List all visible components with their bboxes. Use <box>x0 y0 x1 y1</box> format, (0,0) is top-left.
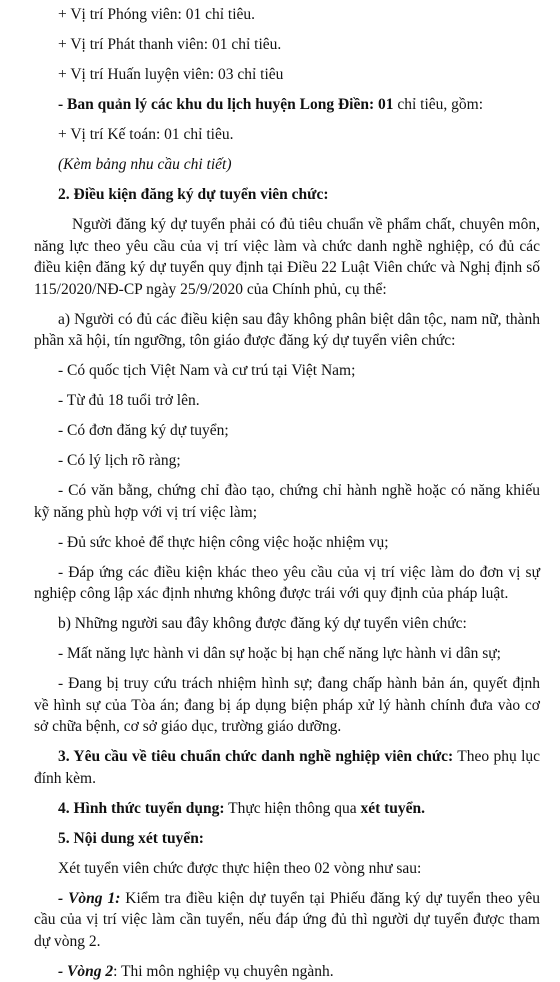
tourism-board-bold: - Ban quản lý các khu du lịch huyện Long Điền: 01 <box>58 96 394 113</box>
section-3-heading <box>34 746 540 789</box>
position-reporter: + Vị trí Phóng viên: 01 chỉ tiêu. <box>58 4 540 26</box>
cond-other <box>34 562 540 605</box>
tourism-board-line <box>58 94 540 116</box>
round-2-rest: : Thi môn nghiệp vụ chuyên ngành. <box>113 963 334 980</box>
section-2-heading: 2. Điều kiện đăng ký dự tuyển viên chức: <box>58 184 540 206</box>
round-1-first: Kiểm tra điều kiện dự tuyển tại Phiếu đăng ký dự tuyển theo yêu <box>120 890 540 907</box>
cond-application: - Có đơn đăng ký dự tuyển; <box>58 420 540 442</box>
item-b-paragraph: b) Những người sau đây không được đăng ký dự tuyển viên chức: <box>58 613 540 635</box>
excl-capacity: - Mất năng lực hành vi dân sự hoặc bị hạn chế năng lực hành vi dân sự; <box>58 643 540 665</box>
section-2-paragraph <box>34 214 540 300</box>
round-1-label: - Vòng 1: <box>58 890 120 907</box>
section-4-bold: 4. Hình thức tuyển dụng: <box>58 800 225 817</box>
cond-diploma <box>34 480 540 523</box>
item-a-first: a) Người có đủ các điều kiện sau đây không phân biệt dân tộc, nam nữ, <box>58 311 502 328</box>
tourism-board-rest: chỉ tiêu, gồm: <box>394 96 484 113</box>
excl-criminal-first: - Đang bị truy cứu trách nhiệm hình sự; đang chấp hành bản án, quyết định <box>58 675 540 692</box>
cond-other-first: - Đáp ứng các điều kiện khác theo yêu cầu của vị trí việc làm do đơn vị sự <box>58 564 540 581</box>
section-5-paragraph: Xét tuyển viên chức được thực hiện theo 02 vòng như sau: <box>58 858 540 880</box>
section-4-heading <box>58 798 540 820</box>
attachment-note <box>58 154 540 176</box>
cond-diploma-first: - Có văn bằng, chứng chỉ đào tạo, chứng chỉ hành nghề hoặc có năng khiếu <box>58 482 540 499</box>
cond-background: - Có lý lịch rõ ràng; <box>58 450 540 472</box>
section-4-end: xét tuyển. <box>360 800 425 817</box>
position-announcer: + Vị trí Phát thanh viên: 01 chỉ tiêu. <box>58 34 540 56</box>
attachment-note-text: (Kèm bảng nhu cầu chi tiết) <box>58 156 231 173</box>
section-2-paragraph-rest: năng lực theo yêu cầu của vị trí việc làm và chức danh nghề nghiệp, có đủ các điều kiện đăng ký dự tuyển quy định tại Điều 22 Luật Viên chức và Nghị định số 115/2020/NĐ-CP ngày 25/9/2020 của Chính phủ, cụ thể: <box>34 238 540 298</box>
section-2-paragraph-first: Người đăng ký dự tuyển phải có đủ tiêu chuẩn về phẩm chất, chuyên môn, <box>72 216 540 233</box>
position-accountant: + Vị trí Kế toán: 01 chỉ tiêu. <box>58 124 540 146</box>
cond-diploma-rest: kỹ năng phù hợp với vị trí việc làm; <box>34 504 257 521</box>
section-3-line2: lục đính kèm. <box>34 748 540 787</box>
excl-criminal-rest: về hình sự của Tòa án; đang bị áp dụng biện pháp xử lý hành chính đưa vào cơ sở chữa bệnh, cơ sở giáo dục, trường giáo dưỡng. <box>34 697 540 736</box>
item-a-paragraph <box>34 309 540 352</box>
round-1-rest: cầu của vị trí việc làm cần tuyển, nếu đáp ứng đủ thì người dự tuyển được tham dự vòng 2. <box>34 911 540 950</box>
round-1 <box>34 888 540 953</box>
position-coach: + Vị trí Huấn luyện viên: 03 chỉ tiêu <box>58 64 540 86</box>
cond-health: - Đủ sức khoẻ để thực hiện công việc hoặc nhiệm vụ; <box>58 532 540 554</box>
cond-age: - Từ đủ 18 tuổi trở lên. <box>58 390 540 412</box>
excl-criminal <box>34 673 540 738</box>
round-2-label: - Vòng 2 <box>58 963 113 980</box>
section-4-mid: Thực hiện thông qua <box>225 800 361 817</box>
section-3-bold: 3. Yêu cầu về tiêu chuẩn chức danh nghề nghiệp viên chức: <box>58 748 453 765</box>
section-5-heading: 5. Nội dung xét tuyển: <box>58 828 540 850</box>
cond-other-rest: nghiệp công lập xác định nhưng không được trái với quy định của pháp luật. <box>34 585 508 602</box>
round-2 <box>58 961 540 982</box>
cond-nationality: - Có quốc tịch Việt Nam và cư trú tại Việt Nam; <box>58 360 540 382</box>
section-3-rest: Theo phụ <box>453 748 517 765</box>
item-a-rest: thành phần xã hội, tín ngưỡng, tôn giáo được đăng ký dự tuyển viên chức: <box>34 311 540 350</box>
